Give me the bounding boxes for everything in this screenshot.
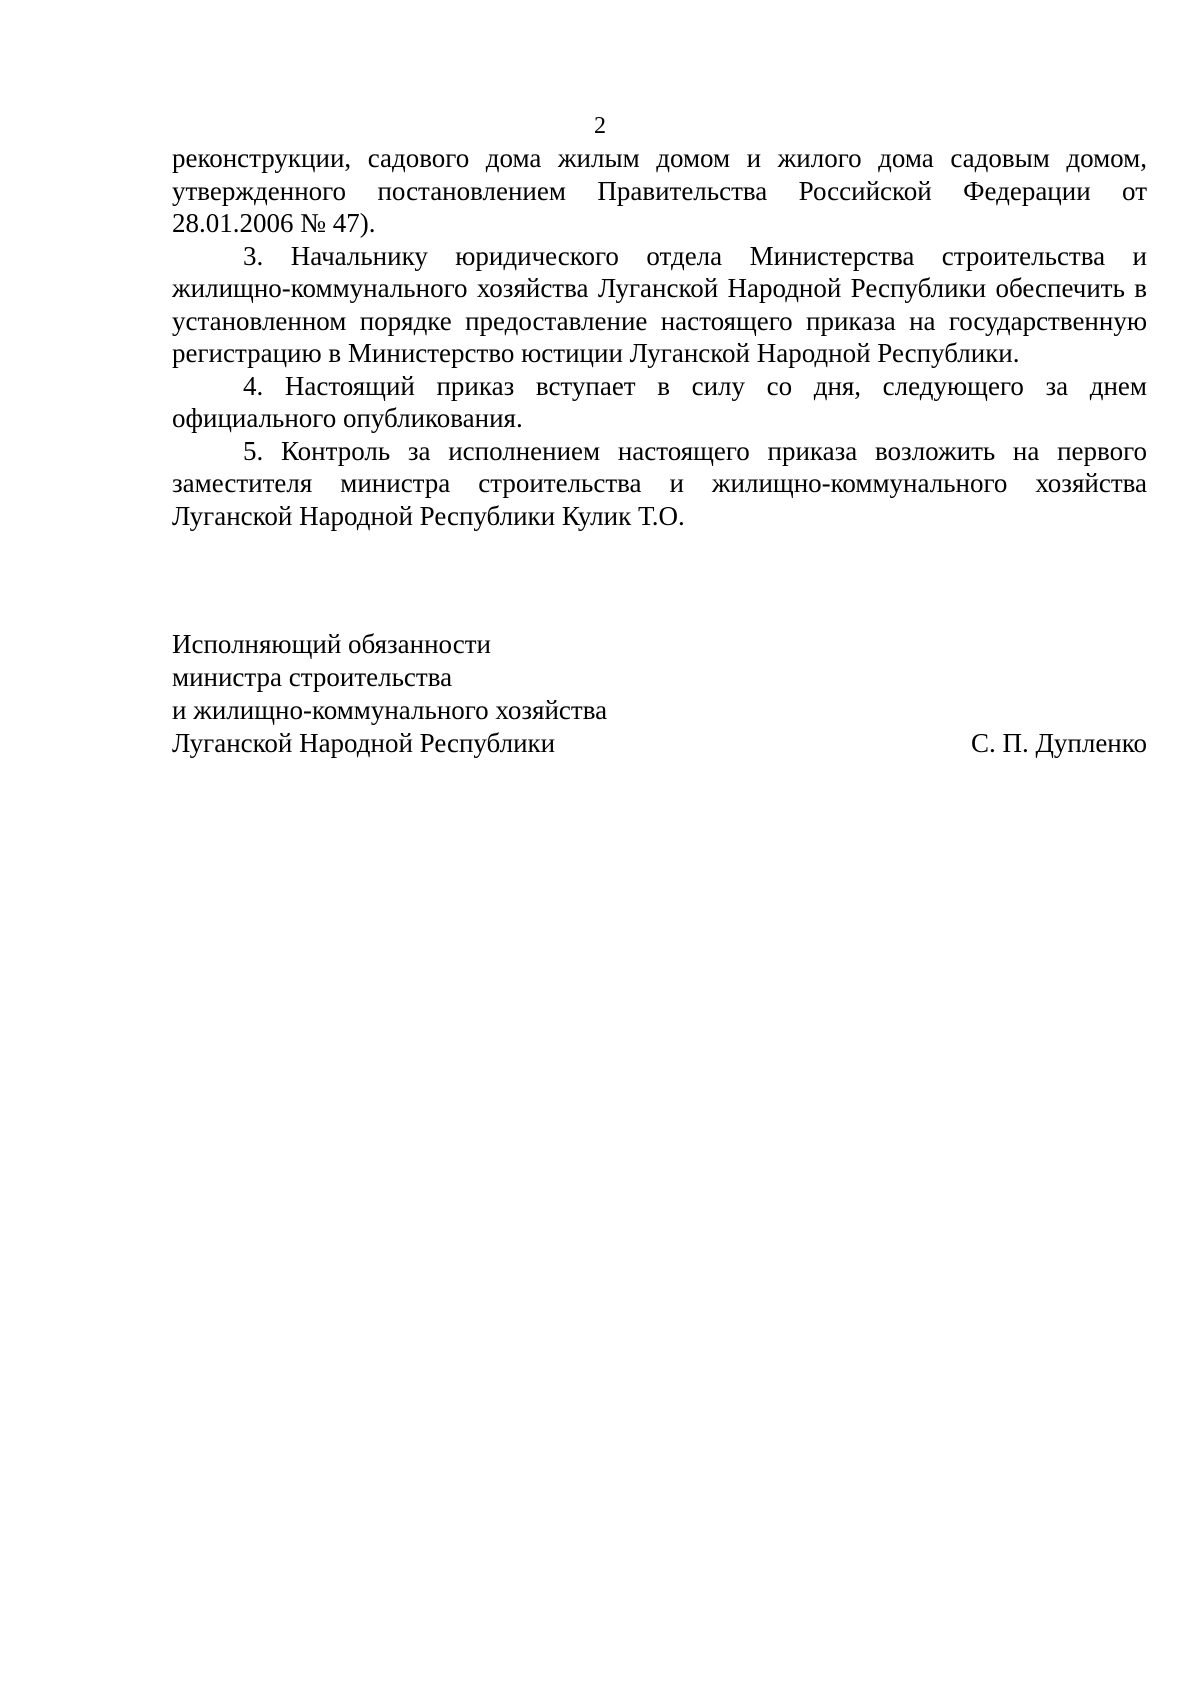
signatory-position-line: Исполняющий обязанности [172, 629, 491, 659]
paragraph-continuation: реконструкции, садового дома жилым домом и жилого дома садовым домом, утвержденного постановлением Правительства Российской Федерации от 28.01.2006 № 47). [172, 143, 1147, 238]
signatory-position-line: Луганской Народной Республики [172, 728, 556, 758]
paragraph-item-3: 3. Начальнику юридического отдела Министерства строительства и жилищно-коммунального хозяйства Луганской Народной Республики обеспечить в установленном порядке предоставление настоящего приказа на государственную регистрацию в Министерство юстиции Луганской Народной Республики. [172, 240, 1147, 368]
paragraph-item-5: 5. Контроль за исполнением настоящего приказа возложить на первого заместителя министра строительства и жилищно-коммунального хозяйства Луганской Народной Республики Кулик Т.О. [172, 435, 1147, 531]
signature-block [172, 628, 1147, 760]
document-body [172, 142, 1147, 532]
paragraph-item-4: 4. Настоящий приказ вступает в силу со дня, следующего за днем официального опубликования. [172, 370, 1147, 433]
signatory-position-line: министра строительства [172, 662, 453, 692]
page-number: 2 [594, 113, 606, 139]
signatory-position-line: и жилищно-коммунального хозяйства [172, 695, 608, 725]
signatory-name: С. П. Дупленко [970, 728, 1147, 758]
